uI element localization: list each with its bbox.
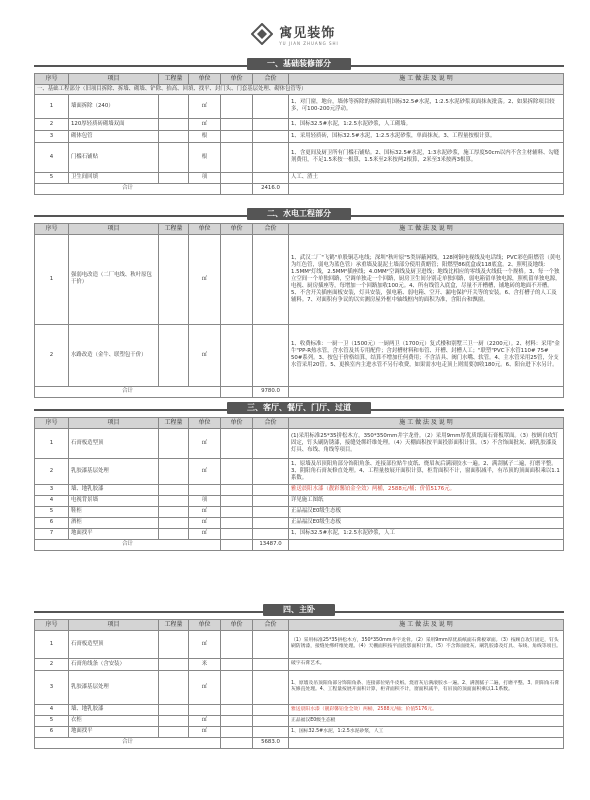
table-total-row: 合计 13487.0 [35, 539, 564, 550]
total-value: 13487.0 [253, 539, 289, 550]
brand-logo-icon [251, 23, 273, 45]
section-header [34, 58, 564, 70]
section-title: 一、基础装修部分 [247, 58, 351, 70]
section-title: 三、客厅、餐厅、门厅、过道 [227, 402, 371, 414]
section-header [34, 402, 564, 414]
table-total-row: 合计 9780.0 [35, 386, 564, 397]
brand-name: 寓见装饰 [279, 26, 336, 41]
quote-table-basic [34, 73, 564, 195]
table-row: 1 石膏板造型顶 ㎡ （1）采用标准25*35拼松木方，350*350mm井字龙骨。（2）采用9mm厚优质纸面石膏板罩面。（3）按顾自攻钉固定，钉头刷防锈漆，接缝处绑纤维处理。（4）天棚面积按平面投影面积计算。（5）不含饰面批灰、刷乳胶漆及灯具、布线、角线等项目。 [35, 630, 564, 658]
table-row: 2 水路改造（金牛、联塑包干价） ㎡ 1、收费标准：一厨一卫（1500元）一厨两卫（1700元）复式楼和别墅三卫一厨（2200元）。2、材料：采用"金牛"PP-R热水管，含水管及其专用配件；含封槽材料和布管、开槽、封槽人工；"联塑"PVC下水管110# 75# 50#系列。3、按包干价格结算，结算不增加任何费用；不含洁具、阀门水嘴、软管。4、主水管采用25管，分支水管采用20管。5、更换室内主进水管不另行收费，如果需水电走顶上则需要加收180元。6、阳台进下水另计。 [35, 324, 564, 386]
section-master-bedroom [34, 604, 564, 749]
section-title: 四、主卧 [263, 604, 335, 616]
table-header-row: 序号 项目 工程量 单位 单价 合价 施 工 做 法 及 说 明 [35, 620, 564, 631]
section-living-dining [34, 402, 564, 551]
table-row: 2 120厚轻质砖砌墙双面 ㎡ 1、国标32.5#水泥，1:2.5水泥砂浆，人工砌墙。 [35, 118, 564, 130]
quote-table-living-dining [34, 417, 564, 551]
section-basic [34, 58, 564, 195]
table-row: 2 乳胶漆基层处理 ㎡ 1、原墙及吊顶阳角部分饰阳角条、连接部位贴牛皮纸、烧眉灰后满滚胶水一遍。2、满刮腻子二遍，打磨平整。3、阴阳角石膏灰修直处理。4、工程量按展开面积计算，柜背面积不计，窗面积减半，有吊顶的顶面面积乘以1.1系数。 [35, 458, 564, 484]
quote-table-master-bedroom [34, 619, 564, 749]
total-value: 2416.0 [253, 183, 289, 194]
table-row: 2 石膏角线条（含安装） 米 破字石膏艺术。 [35, 658, 564, 670]
table-header-row: 序号 项目 工程量 单位 单价 合价 施 工 做 法 及 说 明 [35, 74, 564, 85]
table-row: 6 地面找平 ㎡ 1、国标32.5#水泥，1:2.5水泥砂浆，人工 [35, 726, 564, 737]
section-plumbing-electrical [34, 208, 564, 398]
table-total-row: 合计 2416.0 [35, 183, 564, 194]
table-row: 3 乳胶漆基层处理 ㎡ 1、原墙及吊顶阳角部分饰阳角条、连接部位贴牛皮纸、烧眉灰后满滚胶水一遍。2、满刮腻子二遍，打磨平整。3、阴阳角石膏灰修直处理。4、工程量按展开面积计算，柜背面积不计，窗面积减半，有吊顶的顶面面积乘以1.1系数。 [35, 670, 564, 704]
table-header-row: 序号 项目 工程量 单位 单价 合价 施 工 做 法 及 说 明 [35, 418, 564, 429]
quote-table-plumbing-electrical [34, 223, 564, 398]
table-row: 4 门槛石铺贴 根 1、含更间及厨卫所有门槛石铺贴。2、国标32.5#水泥，1:3水泥砂浆，施工厚度50cm以内不含主材辅料、勾缝剂费用，不足1.5米按一根算，1.5米至2米按两2根算，2米至3米按两3根算。 [35, 142, 564, 172]
table-row: 3 墙、地乳胶漆 雅送晨阳水漆（靓彩馨铂金全效）两桶，2588元/桶；价值5176元。 [35, 484, 564, 495]
brand-header [0, 14, 590, 54]
table-row: 1 石膏板造型顶 ㎡ (1)采用标准25*35拼松木方，350*350mm井字龙骨。（2）采用9mm厚优质纸面石膏板罩面。（3）按顾自攻钉固定，钉头刷防锈漆，接缝处绑纤维处理。（4）天棚面积按平面投影面积计算。（5）不含饰面批灰、刷乳胶漆及灯具、布线、角线等项目。 [35, 428, 564, 458]
brand-subtitle: YU JIAN ZHUANG SHI [279, 41, 339, 46]
table-row: 5 衣柜 ㎡ 正品福汉E0级生态板 [35, 715, 564, 726]
total-value: 9780.0 [253, 386, 289, 397]
section-header [34, 208, 564, 220]
table-row: 4 墙、地乳胶漆 雅送晨阳水漆（靓彩馨铂金全效）两桶，2588元/桶；价值5176元。 [35, 704, 564, 715]
table-row: 6 酒柜 ㎡ 正品福汉E0级生态板 [35, 517, 564, 528]
total-value: 5683.0 [253, 737, 289, 748]
table-row: 5 卫生间回填 项 人工、渣土 [35, 172, 564, 183]
table-row: 3 砌体包管 根 1、采用轻质砖，国标32.5#水泥，1:2.5水泥砂浆，单面抹灰。3、工程量按根计算。 [35, 130, 564, 142]
section-title: 二、水电工程部分 [247, 208, 351, 220]
table-subhead-row: 一、基础工程部分（旧项目拆除、拆墙、砌墙、铲除、抬高、回填、找平、封门头、门套基层处理、砌体包管等） [35, 84, 564, 94]
table-total-row: 合计 5683.0 [35, 737, 564, 748]
table-row: 1 强弱电改造（二厂电线、秋叶原包干价） ㎡ 1、武汉二厂"飞鹤"单股铜芯电线；深圳"秋叶原"5类屏蔽网线，128网铜电视线及电话线；PVC彩色阻燃管（黄电为红色管，弱电为蓝色管）承重墙及混泥土墙部分使用黄蜡管；阳燃型86底盒或118底盒。2、照明及地线：1.5MM²灯线，2.5MM²插座线；4.0MM²空调线及厨卫进线；地线比相应的零线及火线低一个规格。3、每一个独立空间一个单独回路，空调单独走一个回路，厨房卫生间分别走单独回路，弱电箱留单独电源，照机留单独电源，电视、厨房插座等，每增加一个回路加收100元。4、所有线管入底盒，尽量不开槽槽，铺地砖的地面不开槽。5、不含开关插座面板安装，灯具安装，强电箱、弱电箱、空开、漏电保护开关等的安装。6、含打槽子的人工及辅料。7、对面积有争议的以实测房屋外框中轴线框内的面积为准，含阳台和飘窗。 [35, 234, 564, 324]
table-row: 1 墙面拆除（240） ㎡ 1、对门窗，地台，墙体等拆除的拆除面用国标32.5#水泥，1:2.5水泥砂浆双面抹灰批荡。2、如果拆除项目较多，可100-200元浮动。 [35, 94, 564, 118]
table-row: 4 电视背景墙 项 详见施工图纸 [35, 495, 564, 506]
table-row: 7 地面找平 ㎡ 1、国标32.5#水泥，1:2.5水泥砂浆，人工 [35, 528, 564, 539]
table-row: 5 鞋柜 ㎡ 正品福汉E0级生态板 [35, 506, 564, 517]
section-header [34, 604, 564, 616]
table-header-row: 序号 项目 工程量 单位 单价 合价 施 工 做 法 及 说 明 [35, 224, 564, 235]
